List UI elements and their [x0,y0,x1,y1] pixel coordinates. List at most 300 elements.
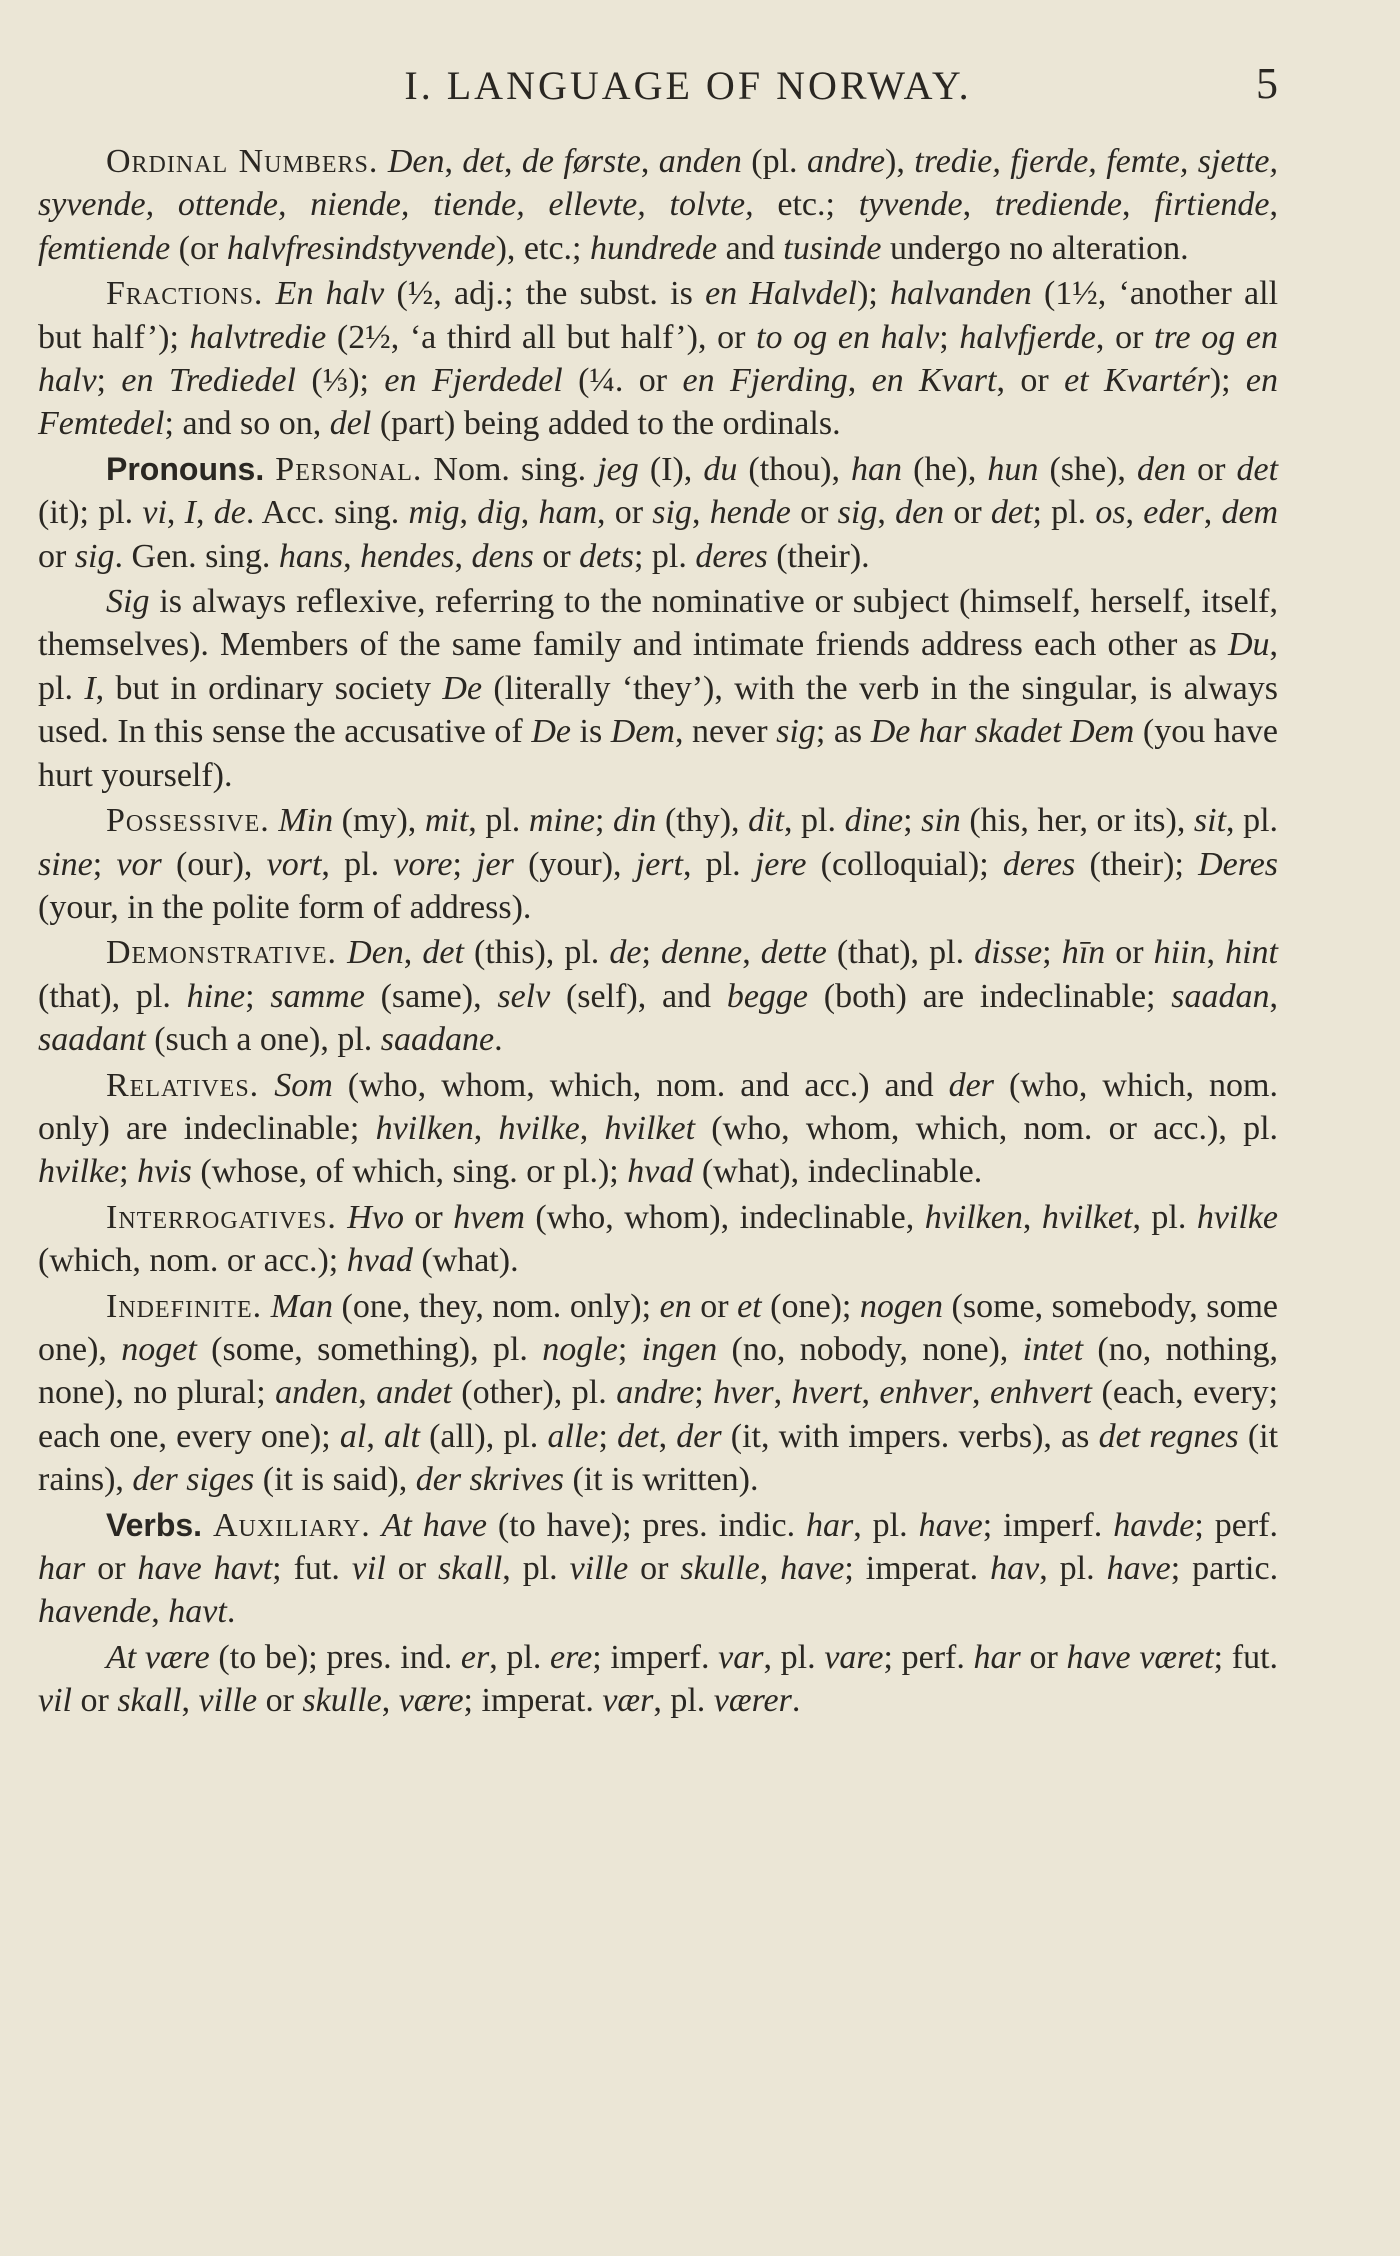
text-run: det [990,494,1033,532]
text-run: (whose, of which, sing. or pl.); [191,1153,628,1191]
text-run: , [1206,934,1226,972]
text-run: ; [617,1330,642,1368]
text-run: det [422,934,464,972]
text-run: or [71,1682,118,1720]
text-run: dig [477,494,521,532]
text-run: dem [1221,494,1279,532]
text-run: Demonstrative. [106,934,338,972]
text-run: , [579,1109,605,1147]
text-run: (our), [161,845,267,883]
text-run: Som [274,1066,333,1104]
text-run: samme [270,977,365,1015]
text-run: Du [1227,626,1270,664]
text-run: en Femtedel [38,362,1279,443]
text-run: ; and so on, [164,405,330,443]
paragraph-sig-reflexive [38,580,1278,797]
text-run: hvilke [38,1153,120,1191]
text-run: , [1269,977,1278,1015]
text-run: Sig [106,583,150,621]
text-run: , [1022,1198,1042,1236]
text-run: (each, every; each one, every one); [38,1374,1279,1455]
text-run: (it is written). [563,1461,759,1499]
text-run: , [444,143,463,180]
text-run: (it rains), [38,1417,1279,1499]
text-run: en Halvdel [705,275,858,313]
text-run: ; imperf. [592,1638,719,1676]
text-run: ); [1209,362,1246,400]
running-head [38,0,1278,140]
text-run: ; imperat. [844,1550,991,1587]
text-run: (some, somebody, some one), [38,1287,1279,1368]
text-run: and [717,229,784,267]
text-run: Indefinite. [106,1287,263,1325]
text-run: hundrede [590,229,718,267]
text-run: hvem [453,1198,525,1236]
text-run [264,451,275,488]
text-run: , but in ordinary society [95,669,443,707]
text-run: or [691,1287,738,1325]
text-run [262,1288,271,1325]
text-run: (⅓); [296,362,385,400]
text-run: En halv [275,275,385,313]
text-run: (¼. or [562,362,683,400]
text-run: , [861,1374,880,1412]
text-run: den [1136,450,1187,488]
text-run: havt [168,1593,227,1631]
text-run: (she), [1038,450,1137,488]
text-run: de [213,494,246,532]
text-run: , [151,1593,169,1631]
text-run: deres [1002,845,1076,883]
text-run: en Kvart [871,362,997,400]
text-run: intet [1022,1330,1084,1368]
text-run [378,143,387,180]
text-run: (what). [412,1242,519,1280]
text-run: Verbs. [106,1506,203,1543]
text-run: sin [921,802,961,840]
text-run: firtiende [1154,186,1270,224]
text-run: ; [694,1374,714,1412]
text-run: den [895,494,945,532]
text-run: vor [116,845,162,883]
text-run: , pl. [784,802,845,840]
text-run: vil [351,1550,386,1587]
text-run: ; [939,318,960,356]
text-run: hint [1225,934,1279,972]
text-run [337,1199,347,1236]
paragraph-interrogatives [38,1196,1278,1283]
text-run: dets [579,537,634,575]
text-run: Pronouns. [106,450,265,487]
paragraph-at-vaere [38,1636,1278,1723]
text-run: Hvo [347,1198,404,1236]
text-run: hīn [1061,934,1106,972]
text-run: hvilket [604,1109,696,1147]
text-run: Interrogatives. [106,1198,337,1236]
text-run: , [454,537,472,575]
text-run: han [851,450,903,488]
text-run: hvilket [1041,1198,1133,1236]
text-run: , pl. [489,1638,551,1676]
text-run: sig [74,537,115,575]
text-run: ville [198,1682,258,1720]
text-run: . [226,1593,236,1631]
text-run: Personal. [275,450,423,488]
text-run: (it); pl. [38,494,143,532]
text-run: have havt [137,1550,273,1587]
text-run: (all), pl. [419,1417,548,1455]
text-run: , [640,143,659,180]
text-run [371,1507,382,1544]
text-run: Dem [610,713,675,751]
text-run: or [1186,450,1237,488]
text-run: os [1095,494,1126,532]
paragraph-fractions [38,272,1278,446]
text-run: (who, whom, which, nom. or acc.), pl. [695,1109,1279,1147]
text-run: ; partic. [1170,1550,1279,1587]
text-run: (thou), [737,450,852,488]
text-run: selv [497,977,551,1015]
text-run: I [84,669,96,707]
text-run: , [1269,186,1278,224]
text-run: or [257,1682,303,1720]
text-run: halvtredie [189,318,327,356]
text-run: har [38,1550,86,1587]
text-run: (this), pl. [463,934,610,972]
text-run: (other), pl. [451,1374,617,1412]
text-run: tre og en halv [38,318,1278,400]
text-run: nogle [542,1330,618,1368]
text-run: alle [547,1417,599,1455]
text-run: Fractions. [106,275,264,313]
text-run: ; [245,977,271,1015]
text-run: hvert [791,1374,862,1412]
paragraph-possessive [38,799,1278,929]
text-run: saadan [1171,977,1270,1015]
text-run: , pl. [653,1682,714,1720]
text-run: vil [38,1682,72,1720]
text-run: ; [452,845,477,883]
text-run: (to be); pres. ind. [209,1638,461,1676]
text-run: de første [521,143,641,180]
text-run: hvis [137,1153,192,1191]
text-run: det [1236,450,1279,488]
text-run: jert [635,845,683,883]
text-run: , pl. [321,845,394,883]
text-run [202,1507,213,1544]
text-run: disse [974,934,1043,972]
text-run: Man [270,1287,334,1325]
text-run: (part) being added to the ordinals. [371,405,841,443]
text-run: nogen [859,1287,943,1325]
text-run: andet [376,1374,452,1412]
text-run: (one, they, nom. only); [333,1287,660,1325]
paragraph-ordinal-numbers [38,140,1278,270]
text-run: havende [38,1593,152,1631]
text-run: saadant [38,1021,146,1059]
text-run: et [737,1287,762,1325]
text-run: sig [776,713,816,751]
text-run: At have [381,1506,487,1544]
text-run: , pl. [1132,1198,1197,1236]
text-run: der [676,1417,722,1455]
text-run: have [780,1550,845,1587]
text-run: dine [844,802,904,840]
text-run: Den [347,934,404,972]
text-run: andre [806,143,886,180]
text-run: ; perf. [883,1638,974,1676]
text-run: vore [393,845,453,883]
text-run: (your, in the polite form of address). [38,888,532,926]
text-run: (colloquial); [806,845,1003,883]
text-run: (who, which, nom. only) are indeclinable; [38,1066,1278,1147]
text-run: , pl. [1226,802,1279,840]
text-run: Possessive. [106,802,270,840]
text-run: (self), and [550,977,727,1015]
text-run: alt [384,1417,420,1455]
text-run: , pl. [38,626,1278,707]
text-run: (I), [638,450,704,488]
text-run: At være [106,1638,210,1676]
text-run: (you have hurt yourself). [38,713,1278,794]
text-run: , [181,1682,199,1720]
text-run: halvanden [890,275,1032,313]
text-run: en [659,1287,692,1325]
text-run: eder [1143,494,1204,532]
text-run: (such a one), pl. [145,1021,381,1059]
text-run: , pl. [682,845,755,883]
text-run: or [1020,1638,1067,1676]
text-run: to og en halv [756,318,940,356]
text-run: saadane [380,1021,495,1059]
text-run: , or [597,494,653,532]
text-run: har [973,1638,1021,1676]
text-run: ; [96,362,122,400]
text-run: dens [471,537,534,575]
text-run: etc.; [753,186,859,224]
text-run: der siges [132,1461,255,1499]
text-run: havde [1113,1506,1195,1544]
text-run: ; [598,1417,618,1455]
text-run: tredie, fjerde, femte, sjette, syvende, ottende, niende, tiende, ellevte, tolvte, [38,143,1279,224]
text-run: ville [569,1550,629,1587]
text-run: de [609,934,642,972]
text-run: (that), pl. [38,977,187,1015]
text-run: andre [616,1374,695,1412]
text-run: or [628,1550,681,1587]
text-run: ; [1042,934,1062,972]
text-run: , [366,1417,384,1455]
text-run: , [358,1374,377,1412]
text-run: ; [641,934,661,972]
text-run: denne [661,934,743,972]
text-run: undergo no alteration. [881,229,1189,267]
text-run: ingen [641,1330,718,1368]
text-run: , [962,186,995,224]
text-run: Min [278,802,334,840]
text-run: ; [594,802,613,840]
text-run: er [460,1638,490,1676]
text-run: or [533,537,580,575]
text-run: ; [903,802,922,840]
text-run: ; fut. [1213,1638,1279,1676]
text-run: , never [674,713,777,751]
text-run: ham [538,494,597,532]
text-run: vær [602,1682,654,1720]
paragraph-relatives [38,1064,1278,1194]
text-run: hvilken [924,1198,1023,1236]
text-run: sig [837,494,878,532]
text-run: femtiende [38,229,171,267]
paragraph-verbs-auxiliary [38,1504,1278,1634]
text-run: dette [760,934,827,972]
text-run: , [773,1374,792,1412]
text-run: (2½, ‘a third all but half’), or [326,318,757,356]
text-run: , [1125,494,1144,532]
text-run: der [948,1066,994,1104]
text-run: halvfjerde [959,318,1096,356]
text-run: begge [726,977,809,1015]
text-run: , pl. [1039,1550,1107,1587]
text-run: , [166,494,185,532]
text-run: hvilke [498,1109,580,1147]
text-run: De [442,669,483,707]
text-run: (thy), [656,802,749,840]
text-run: , or [1095,318,1155,356]
text-run: ; imperf. [982,1506,1114,1544]
text-run: (no, nothing, none), no plural; [38,1330,1279,1412]
text-run: (which, nom. or acc.); [38,1242,347,1280]
text-run: hende [709,494,791,532]
text-run: al [339,1417,367,1455]
text-run: (their); [1075,845,1199,883]
text-run: (no, nobody, none), [717,1330,1023,1368]
text-run: (who, whom), indeclinable, [524,1198,925,1236]
text-run: du [703,450,738,488]
text-run: is always reflexive, referring to the nominative or subject (himself, herself, itself, themselves). Members of the same family and intimate friends address each other as [38,583,1278,664]
text-run: mig [408,494,460,532]
text-run: , [381,1682,399,1720]
text-run: det [462,143,504,180]
text-run: en Trediedel [121,362,297,400]
text-run: , pl. [853,1506,919,1544]
paragraph-pronouns-personal [38,448,1278,578]
text-run: De [531,713,571,751]
text-run: hiin [1153,934,1207,972]
text-run: or [385,1550,439,1587]
text-run: ere [550,1638,593,1676]
text-run: (their). [767,537,870,575]
text-run: tusinde [783,229,882,267]
text-run: Deres [1198,845,1279,883]
text-run: ); [857,275,891,313]
text-run: , pl. [502,1550,570,1587]
text-run: ; [92,845,117,883]
text-run: hvad [627,1153,694,1191]
text-run: , [972,1374,991,1412]
text-run: dit [748,802,784,840]
text-run: (to have); pres. indic. [487,1506,807,1544]
text-run: is [570,713,611,751]
text-run: , [759,1550,781,1587]
text-run: hav [990,1550,1040,1587]
text-run: , [195,494,214,532]
text-run: (my), [333,802,425,840]
text-run: , [742,934,761,972]
text-run: , [473,1109,499,1147]
text-run: , pl. [763,1638,825,1676]
text-run: tyvende [858,186,963,224]
text-run: (who, whom, which, nom. and acc.) and [332,1066,949,1104]
text-run: (your), [513,845,636,883]
text-run: . Gen. sing. [114,537,279,575]
text-run: De har skadet Dem [870,713,1135,751]
text-run: . [791,1682,801,1720]
text-run: var [718,1638,764,1676]
text-run: skulle [680,1550,760,1587]
text-run: jere [754,845,807,883]
text-run: hvilken [375,1109,474,1147]
text-run: et Kvartér [1064,362,1210,400]
text-run: vi [142,494,167,532]
text-run: enhver [879,1374,973,1412]
text-run: or [790,494,838,532]
text-run: ; [119,1153,138,1191]
text-run: skall [438,1550,503,1587]
text-run [263,275,275,312]
text-run: hans [278,537,344,575]
text-run: deres [695,537,768,575]
page-number: 5 [1256,59,1278,108]
text-run: det [617,1417,659,1455]
text-run: (his, her, or its), [960,802,1194,840]
text-run: en Fjerding [682,362,848,400]
text-run: or [1105,934,1154,972]
paragraph-demonstrative [38,931,1278,1061]
text-run: skulle [302,1682,382,1720]
text-run: Den [387,143,445,180]
text-run: anden [275,1374,359,1412]
text-run: (or [170,229,227,267]
text-run: hver [713,1374,774,1412]
text-run: sine [38,845,93,883]
text-run: mit [424,802,469,840]
text-run: (pl. [741,143,807,180]
text-run: , [658,1417,677,1455]
text-run: , or [996,362,1065,400]
text-run: det regnes [1098,1417,1239,1455]
text-run: trediende [994,186,1122,224]
text-run [337,934,347,971]
text-run: der skrives [415,1461,564,1499]
text-run: have [918,1506,983,1544]
text-run: værer [713,1682,792,1720]
text-run: (1½, ‘another all but half’); [38,275,1279,356]
text-run: være [398,1682,464,1720]
text-run: hendes [360,537,455,575]
text-run: ; as [815,713,871,751]
text-run: halvfresindstyvende [226,229,496,267]
text-run: ; imperat. [463,1682,603,1720]
text-run [259,1067,274,1104]
text-run: (it, with impers. verbs), as [721,1417,1099,1455]
running-title: I. LANGUAGE OF NORWAY. [404,63,972,108]
text-run: ), [885,143,915,180]
text-run: sig [652,494,692,532]
text-run: hine [186,977,246,1015]
text-run: or [403,1198,454,1236]
text-run: (what), indeclinable. [693,1153,983,1191]
